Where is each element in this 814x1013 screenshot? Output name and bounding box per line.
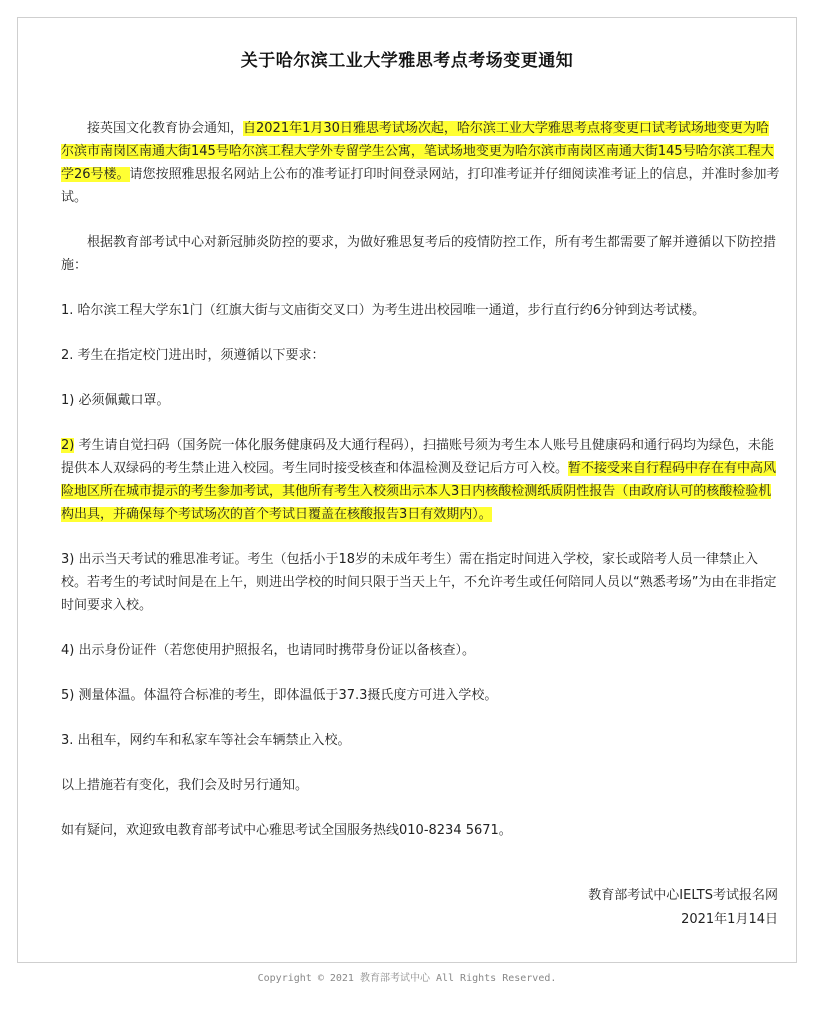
measure-item-3: 3. 出租车，网约车和私家车等社会车辆禁止入校。 <box>61 733 351 748</box>
copyright-footer: Copyright © 2021 教育部考试中心 All Rights Reserved. <box>257 973 557 984</box>
intro-paragraph <box>61 117 781 209</box>
requirement-3: 3) 出示当天考试的雅思准考证。考生（包括小于18岁的未成年考生）需在指定时间进入学校，家长或陪考人员一律禁止入校。若考生的考试时间是在上午，则进出学校的时间只限于当天上午，不允许考生或任何陪同人员以“熟悉考场”为由在非指定时间要求入校。 <box>61 552 777 613</box>
page-title: 关于哈尔滨工业大学雅思考点考场变更通知 <box>240 51 574 71</box>
measure-item-2: 2. 考生在指定校门进出时，须遵循以下要求： <box>61 348 325 363</box>
requirement-2 <box>61 434 781 526</box>
intro-prefix: 接英国文化教育协会通知， <box>87 121 244 136</box>
measures-intro: 根据教育部考试中心对新冠肺炎防控的要求，为做好雅思复考后的疫情防控工作，所有考生都需要了解并遵循以下防控措施： <box>61 235 777 273</box>
requirement-2-text: 考生请自觉扫码（国务院一体化服务健康码及大通行程码），扫描账号须为考生本人账号且健康码和通行码均为绿色，未能提供本人双绿码的考生禁止进入校园。考生同时接受核查和体温检测及登记后方可入校。 <box>61 438 774 476</box>
change-notice: 以上措施若有变化，我们会及时另行通知。 <box>61 778 309 793</box>
contact-hotline: 如有疑问，欢迎致电教育部考试中心雅思考试全国服务热线010-8234 5671。 <box>61 823 512 838</box>
requirement-2-number: 2) <box>61 438 75 453</box>
measure-item-1: 1. 哈尔滨工程大学东1门（红旗大街与文庙街交叉口）为考生进出校园唯一通道，步行直行约6分钟到达考试楼。 <box>61 303 706 318</box>
notice-frame <box>17 17 797 963</box>
requirement-1: 1) 必须佩戴口罩。 <box>61 393 170 408</box>
intro-suffix: 请您按照雅思报名网站上公布的准考证打印时间登录网站，打印准考证并仔细阅读准考证上的信息，并准时参加考试。 <box>61 167 780 205</box>
signature-block <box>588 884 778 932</box>
requirement-4: 4) 出示身份证件（若您使用护照报名，也请同时携带身份证以备核查）。 <box>61 643 475 658</box>
requirement-2-highlight: 暂不接受来自行程码中存在有中高风险地区所在城市提示的考生参加考试，其他所有考生入校须出示本人3日内核酸检测纸质阴性报告（由政府认可的核酸检验机构出具，并确保每个考试场次的首个考试日覆盖在核酸报告3日有效期内）。 <box>61 461 777 522</box>
signature-date: 2021年1月14日 <box>681 912 778 927</box>
signature-org: 教育部考试中心IELTS考试报名网 <box>588 888 778 903</box>
notice-body <box>61 117 781 842</box>
intro-highlight: 自2021年1月30日雅思考试场次起，哈尔滨工业大学雅思考点将变更口试考试场地变更为哈尔滨市南岗区南通大街145号哈尔滨工程大学外专留学生公寓，笔试场地变更为哈尔滨市南岗区南通大街145号哈尔滨工程大学26号楼。 <box>61 121 774 182</box>
requirement-5: 5) 测量体温。体温符合标准的考生，即体温低于37.3摄氏度方可进入学校。 <box>61 688 498 703</box>
